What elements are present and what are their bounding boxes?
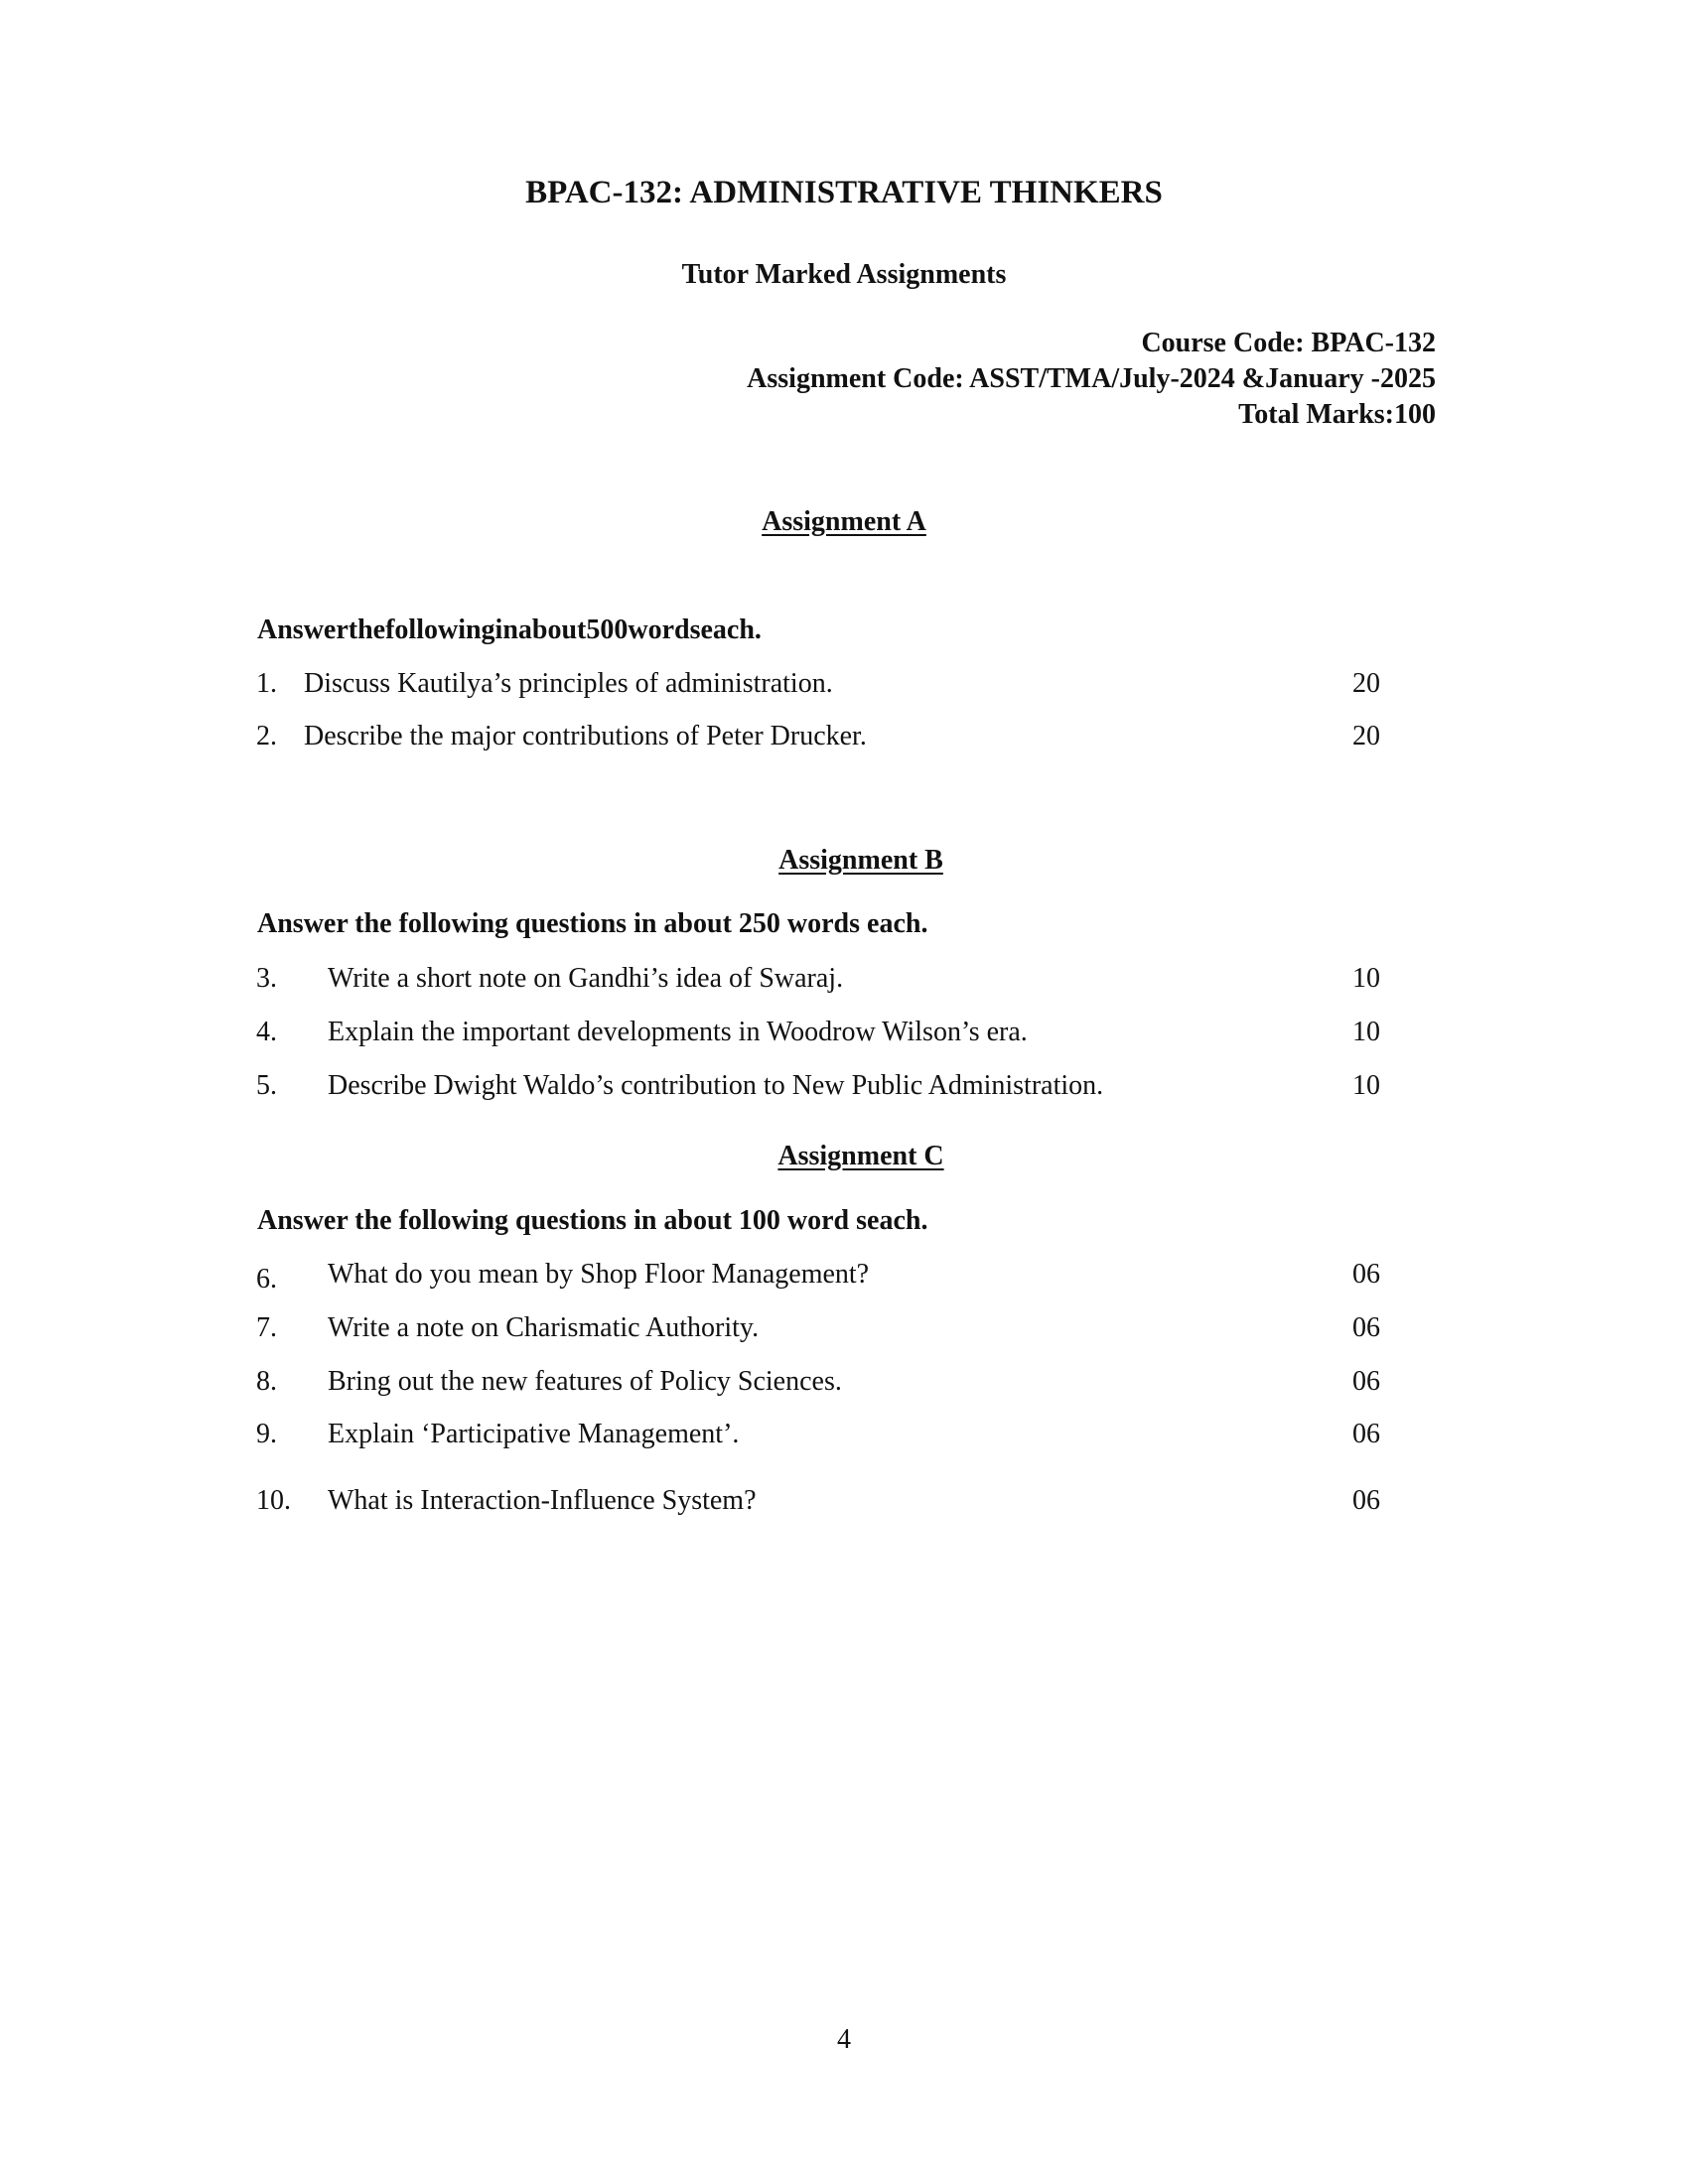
section-heading-assignment-c xyxy=(17,1140,1688,1173)
question-text: Explain ‘Participative Management’. xyxy=(328,1419,740,1449)
question-number: 1. xyxy=(256,668,277,699)
question-number: 2. xyxy=(256,721,277,751)
question-marks: 20 xyxy=(1352,668,1380,699)
question-marks: 20 xyxy=(1352,721,1380,751)
question-marks: 06 xyxy=(1352,1485,1380,1516)
question-marks: 10 xyxy=(1352,963,1380,994)
section-heading-label: Assignment A xyxy=(762,506,926,537)
question-number: 10. xyxy=(256,1485,291,1516)
question-marks: 06 xyxy=(1352,1366,1380,1397)
question-marks: 10 xyxy=(1352,1070,1380,1101)
section-instruction: Answer the following questions in about 100 word seach. xyxy=(257,1205,928,1236)
page-number: 4 xyxy=(837,2024,851,2055)
section-heading-label: Assignment B xyxy=(778,845,943,876)
question-text: Write a note on Charismatic Authority. xyxy=(328,1312,760,1343)
section-instruction: Answer the following questions in about 250 words each. xyxy=(257,908,928,939)
section-heading-assignment-b xyxy=(17,844,1688,878)
section-heading-assignment-a xyxy=(0,505,1688,539)
question-number: 6. xyxy=(256,1264,277,1295)
question-marks: 06 xyxy=(1352,1259,1380,1290)
question-text: What do you mean by Shop Floor Management? xyxy=(328,1259,870,1290)
document-title: BPAC-132: ADMINISTRATIVE THINKERS xyxy=(525,175,1163,210)
question-text: Describe the major contributions of Peter Drucker. xyxy=(304,721,867,751)
assignment-code: Assignment Code: ASST/TMA/July-2024 &January -2025 xyxy=(747,363,1436,394)
question-number: 9. xyxy=(256,1419,277,1449)
question-text: Bring out the new features of Policy Sciences. xyxy=(328,1366,842,1397)
question-text: Write a short note on Gandhi’s idea of Swaraj. xyxy=(328,963,844,994)
question-text: Describe Dwight Waldo’s contribution to New Public Administration. xyxy=(328,1070,1104,1101)
question-number: 5. xyxy=(256,1070,277,1101)
section-instruction: Answerthefollowinginabout500wordseach. xyxy=(257,614,762,645)
question-number: 8. xyxy=(256,1366,277,1397)
course-code: Course Code: BPAC-132 xyxy=(1141,328,1436,358)
question-marks: 10 xyxy=(1352,1017,1380,1047)
question-marks: 06 xyxy=(1352,1312,1380,1343)
question-text: Explain the important developments in Woodrow Wilson’s era. xyxy=(328,1017,1028,1047)
section-heading-label: Assignment C xyxy=(777,1141,944,1171)
question-text: Discuss Kautilya’s principles of administration. xyxy=(304,668,833,699)
question-number: 3. xyxy=(256,963,277,994)
question-number: 4. xyxy=(256,1017,277,1047)
document-subtitle: Tutor Marked Assignments xyxy=(681,259,1007,290)
question-marks: 06 xyxy=(1352,1419,1380,1449)
question-text: What is Interaction-Influence System? xyxy=(328,1485,757,1516)
total-marks: Total Marks:100 xyxy=(1238,399,1436,430)
question-number: 7. xyxy=(256,1312,277,1343)
